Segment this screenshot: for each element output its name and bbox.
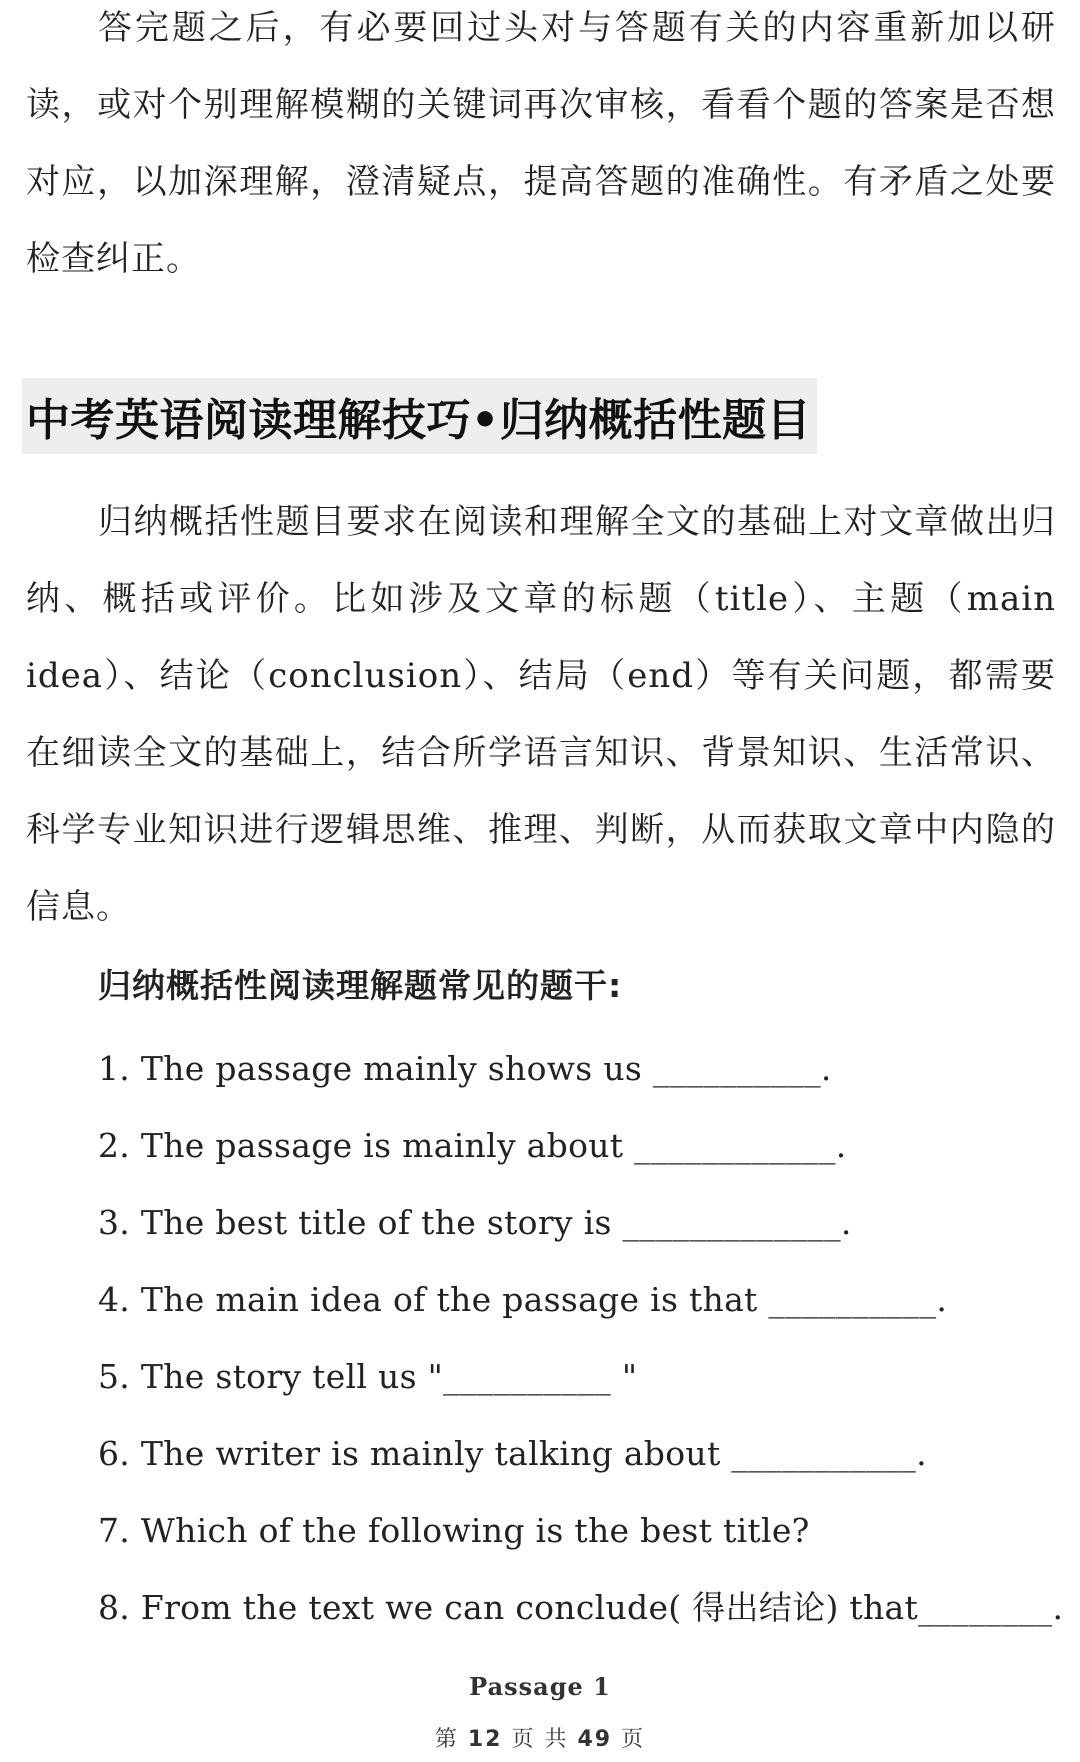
question-stem-6: 6. The writer is mainly talking about ___________. [98, 1434, 927, 1473]
question-stem-4: 4. The main idea of the passage is that __________. [98, 1280, 948, 1319]
footer-suffix: 页 [621, 1727, 646, 1752]
footer-middle: 页 共 [511, 1727, 569, 1752]
intro-paragraph: 答完题之后，有必要回过头对与答题有关的内容重新加以研读，或对个别理解模糊的关键词再次审核，看看个题的答案是否想对应，以加深理解，澄清疑点，提高答题的准确性。有矛盾之处要检查纠正。 [26, 8, 1056, 279]
question-stem-2: 2. The passage is mainly about ____________. [98, 1126, 847, 1165]
footer-total-pages: 49 [577, 1727, 613, 1752]
question-stem-3: 3. The best title of the story is _____________. [98, 1203, 852, 1242]
question-stem-1: 1. The passage mainly shows us __________. [98, 1049, 832, 1088]
question-stem-5: 5. The story tell us "__________ " [98, 1357, 638, 1396]
footer-current-page: 12 [467, 1727, 503, 1752]
section-heading: 中考英语阅读理解技巧•归纳概括性题目 [26, 395, 812, 446]
section-paragraph: 归纳概括性题目要求在阅读和理解全文的基础上对文章做出归纳、概括或评价。比如涉及文章的标题（title）、主题（main idea）、结论（conclusion）、结局（end）等有关问题，都需要在细读全文的基础上，结合所学语言知识、背景知识、生活常识、科学专业知识进行逻辑思维、推理、判断，从而获取文章中内隐的信息。 [26, 502, 1056, 927]
question-stem-7: 7. Which of the following is the best title? [98, 1511, 810, 1550]
section-heading-box [22, 378, 817, 454]
question-stems-list [98, 1030, 1064, 1646]
page-number-footer [0, 1722, 1080, 1753]
passage-title: Passage 1 [469, 1672, 611, 1701]
question-stem-8: 8. From the text we can conclude( 得出结论) that________. [98, 1588, 1064, 1627]
footer-prefix: 第 [434, 1727, 459, 1752]
question-stems-subheading: 归纳概括性阅读理解题常见的题干: [98, 966, 623, 1005]
